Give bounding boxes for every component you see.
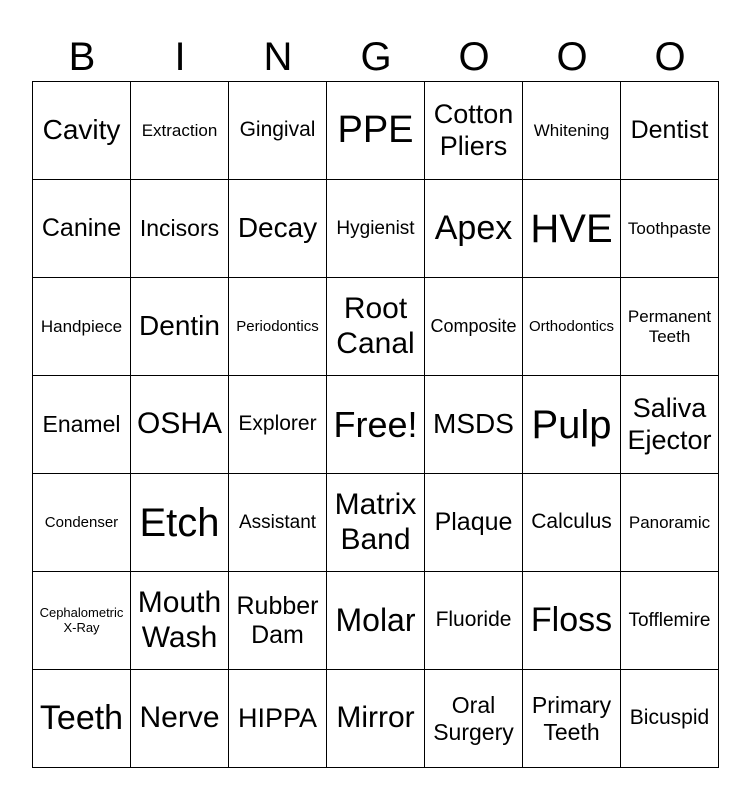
header-letter-n: N (263, 35, 293, 79)
bingo-cell[interactable]: Dentist (621, 82, 719, 180)
bingo-cell[interactable]: Bicuspid (621, 670, 719, 768)
bingo-cell[interactable]: Apex (425, 180, 523, 278)
bingo-cell[interactable]: Toothpaste (621, 180, 719, 278)
bingo-cell[interactable]: HVE (523, 180, 621, 278)
bingo-cell[interactable]: Canine (33, 180, 131, 278)
bingo-cell[interactable]: PPE (327, 82, 425, 180)
bingo-cell[interactable]: Etch (131, 474, 229, 572)
bingo-cell[interactable]: Floss (523, 572, 621, 670)
bingo-board (32, 81, 719, 768)
bingo-cell[interactable]: Tofflemire (621, 572, 719, 670)
bingo-cell[interactable]: Primary Teeth (523, 670, 621, 768)
bingo-cell[interactable]: Condenser (33, 474, 131, 572)
bingo-cell[interactable]: Fluoride (425, 572, 523, 670)
bingo-cell[interactable]: Root Canal (327, 278, 425, 376)
bingo-cell[interactable]: Whitening (523, 82, 621, 180)
bingo-cell[interactable]: Matrix Band (327, 474, 425, 572)
bingo-cell[interactable]: Incisors (131, 180, 229, 278)
bingo-cell[interactable]: Teeth (33, 670, 131, 768)
bingo-cell[interactable]: Decay (229, 180, 327, 278)
bingo-cell[interactable]: Oral Surgery (425, 670, 523, 768)
bingo-cell[interactable]: Assistant (229, 474, 327, 572)
header-letter-i: I (174, 35, 186, 79)
bingo-cell[interactable]: Plaque (425, 474, 523, 572)
bingo-cell[interactable]: Handpiece (33, 278, 131, 376)
bingo-cell[interactable]: Mirror (327, 670, 425, 768)
bingo-cell[interactable]: Explorer (229, 376, 327, 474)
bingo-cell[interactable]: Panoramic (621, 474, 719, 572)
header-letter-g: G (360, 35, 392, 79)
bingo-cell[interactable]: Pulp (523, 376, 621, 474)
header-letter-b: B (68, 35, 96, 79)
bingo-cell[interactable]: Periodontics (229, 278, 327, 376)
bingo-cell[interactable]: Permanent Teeth (621, 278, 719, 376)
bingo-cell[interactable]: Cavity (33, 82, 131, 180)
bingo-cell[interactable]: Calculus (523, 474, 621, 572)
header-letter-o3: O (654, 35, 686, 79)
bingo-cell[interactable]: Extraction (131, 82, 229, 180)
bingo-cell[interactable]: Free! (327, 376, 425, 474)
header-letter-o1: O (458, 35, 490, 79)
header-letter-o2: O (556, 35, 588, 79)
bingo-cell[interactable]: Molar (327, 572, 425, 670)
bingo-header (33, 32, 719, 82)
bingo-cell[interactable]: Hygienist (327, 180, 425, 278)
bingo-cell[interactable]: Cotton Pliers (425, 82, 523, 180)
bingo-cell[interactable]: OSHA (131, 376, 229, 474)
bingo-cell[interactable]: Gingival (229, 82, 327, 180)
bingo-cell[interactable]: HIPPA (229, 670, 327, 768)
bingo-cell[interactable]: Dentin (131, 278, 229, 376)
bingo-cell[interactable]: Rubber Dam (229, 572, 327, 670)
bingo-cell[interactable]: MSDS (425, 376, 523, 474)
bingo-cell[interactable]: Composite (425, 278, 523, 376)
bingo-cell[interactable]: Saliva Ejector (621, 376, 719, 474)
bingo-cell[interactable]: Cephalometric X-Ray (33, 572, 131, 670)
bingo-cell[interactable]: Mouth Wash (131, 572, 229, 670)
bingo-cell[interactable]: Nerve (131, 670, 229, 768)
bingo-cell[interactable]: Orthodontics (523, 278, 621, 376)
bingo-cell[interactable]: Enamel (33, 376, 131, 474)
